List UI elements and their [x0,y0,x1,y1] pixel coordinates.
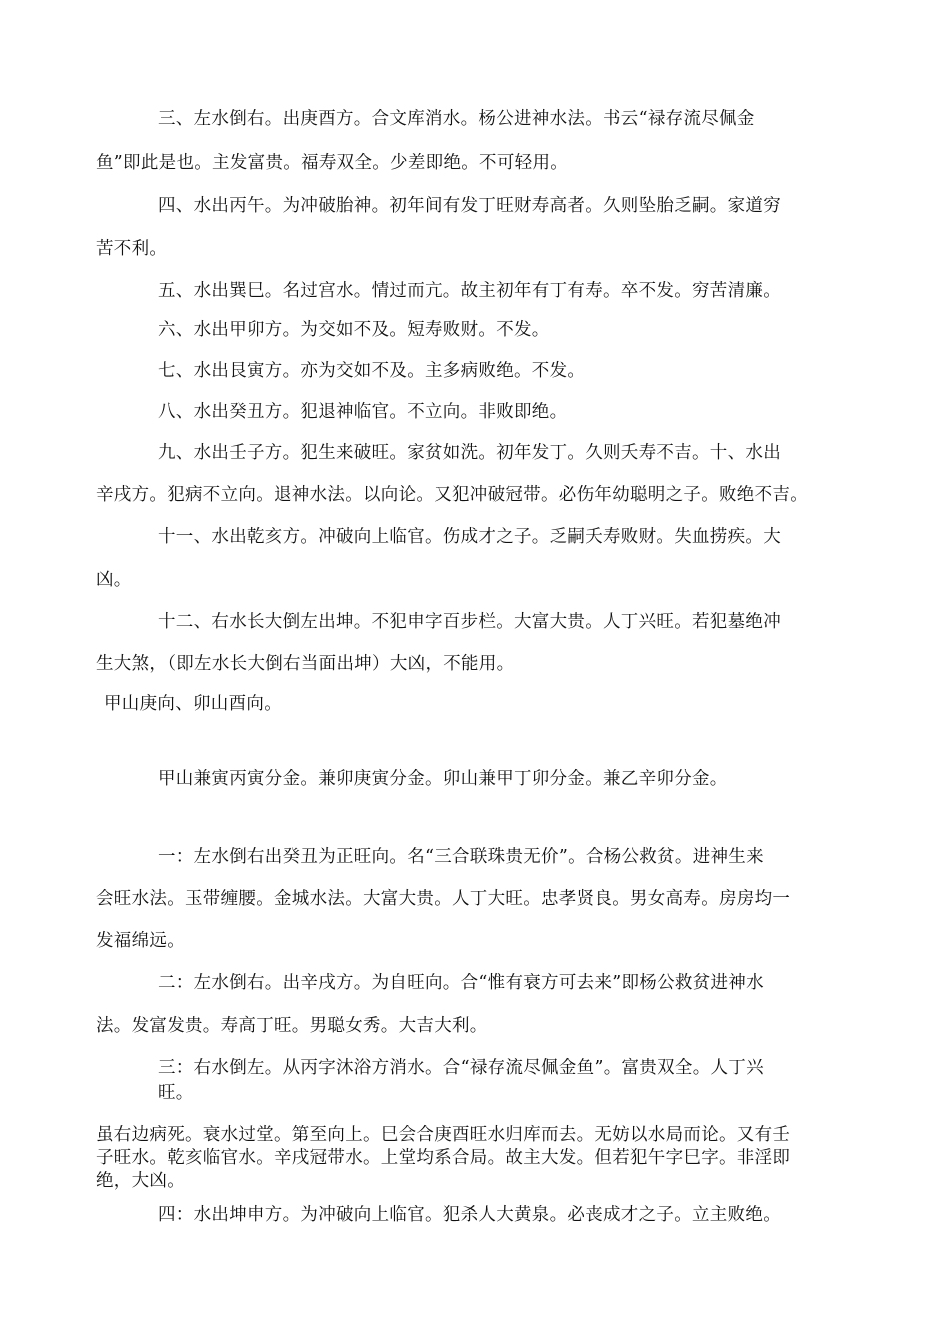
text-line: 十二、右水长大倒左出坤。不犯申字百步栏。大富大贵。人丁兴旺。若犯墓绝冲 [158,612,781,632]
text-line: 七、水出艮寅方。亦为交如不及。主多病败绝。不发。 [158,361,586,381]
text-line: 六、水出甲卯方。为交如不及。短寿败财。不发。 [158,320,550,340]
text-line: 二：左水倒右。出辛戌方。为自旺向。合“惟有衰方可去来”即杨公救贫进神水 [158,973,764,993]
text-line: 虽右边病死。衰水过堂。第至向上。巳会合庚酉旺水归库而去。无妨以水局而论。又有壬 [96,1125,791,1145]
text-line: 三、左水倒右。出庚酉方。合文库消水。杨公进神水法。书云“禄存流尽佩金 [158,109,755,129]
text-line: 四：水出坤申方。为冲破向上临官。犯杀人大黄泉。必丧成才之子。立主败绝。 [158,1205,781,1225]
text-line: 旺。 [158,1083,194,1103]
text-line: 会旺水法。玉带缠腰。金城水法。大富大贵。人丁大旺。忠孝贤良。男女高寿。房房均一 [96,889,791,909]
text-line: 发福绵远。 [96,931,185,951]
text-line: 法。发富发贵。寿高丁旺。男聪女秀。大吉大利。 [96,1016,488,1036]
text-line: 绝，大凶。 [96,1171,185,1191]
text-line: 子旺水。乾亥临官水。辛戌冠带水。上堂均系合局。故主大发。但若犯午字巳字。非淫即 [96,1148,791,1168]
text-line: 十一、水出乾亥方。冲破向上临官。伤成才之子。乏嗣夭寿败财。失血捞疾。大 [158,527,781,547]
text-line: 五、水出巽巳。名过宫水。情过而亢。故主初年有丁有寿。卒不发。穷苦清廉。 [158,281,781,301]
text-line: 鱼”即此是也。主发富贵。福寿双全。少差即绝。不可轻用。 [96,153,569,173]
section-heading: 甲山庚向、卯山酉向。 [104,694,282,714]
text-line: 一：左水倒右出癸丑为正旺向。名“三合联珠贵无价”。合杨公救贫。进神生来 [158,847,764,867]
text-line: 八、水出癸丑方。犯退神临官。不立向。非败即绝。 [158,402,568,422]
text-line: 苦不利。 [96,239,168,259]
text-line: 四、水出丙午。为冲破胎神。初年间有发丁旺财寿高者。久则坠胎乏嗣。家道穷 [158,196,781,216]
text-line: 辛戌方。犯病不立向。退神水法。以向论。又犯冲破冠带。必伤年幼聪明之子。败绝不吉。 [96,485,808,505]
text-line: 三：右水倒左。从丙字沐浴方消水。合“禄存流尽佩金鱼”。富贵双全。人丁兴 [158,1058,764,1078]
text-line: 凶。 [96,570,132,590]
text-line: 甲山兼寅丙寅分金。兼卯庚寅分金。卯山兼甲丁卯分金。兼乙辛卯分金。 [158,769,728,789]
text-line: 生大煞，（即左水长大倒右当面出坤）大凶，不能用。 [96,654,515,674]
text-line: 九、水出壬子方。犯生来破旺。家贫如洗。初年发丁。久则夭寿不吉。十、水出 [158,443,781,463]
